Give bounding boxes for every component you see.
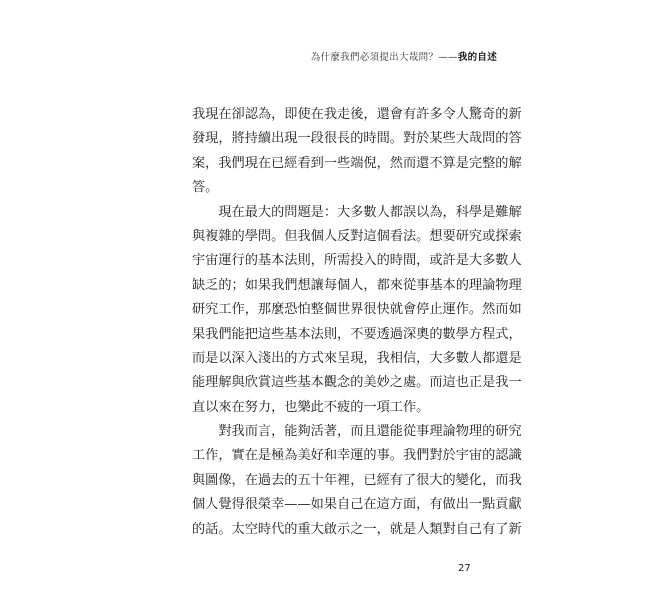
text-line: 的話。太空時代的重大啟示之一，就是人類對自己有了新	[192, 521, 522, 537]
chapter-title: 我的自述	[457, 52, 497, 63]
text-line: 答。	[192, 180, 219, 196]
header-separator: ——	[438, 52, 458, 63]
text-line: 發現，將持續出現一段很長的時間。對於某些大哉問的答	[192, 131, 522, 147]
text-line: 缺乏的；如果我們想讓每個人，都來從事基本的理論物理	[192, 277, 522, 293]
text-line: 工作，實在是極為美好和幸運的事。我們對於宇宙的認識	[192, 448, 522, 464]
text-line: 現在最大的問題是：大多數人都誤以為，科學是難解	[192, 204, 522, 220]
text-line: 案，我們現在已經看到一些端倪，然而還不算是完整的解	[192, 155, 522, 171]
text-line: 直以來在努力，也樂此不疲的一項工作。	[192, 399, 430, 415]
text-line: 與複雜的學問。但我個人反對這個看法。想要研究或探索	[192, 228, 522, 244]
text-line: 能理解與欣賞這些基本觀念的美妙之處。而這也正是我一	[192, 375, 522, 391]
book-title: 為什麼我們必須提出大哉問？	[310, 52, 439, 63]
text-line: 我現在卻認為，即使在我走後，還會有許多令人驚奇的新	[192, 107, 522, 122]
running-header	[311, 49, 497, 63]
text-line: 與圖像，在過去的五十年裡，已經有了很大的變化，而我	[192, 472, 522, 488]
text-line: 對我而言，能夠活著，而且還能從事理論物理的研究	[192, 424, 522, 440]
text-line: 宇宙運行的基本法則，所需投入的時間，或許是大多數人	[192, 253, 522, 269]
text-line: 而是以深入淺出的方式來呈現，我相信，大多數人都還是	[192, 350, 522, 366]
text-line: 研究工作，那麼恐怕整個世界很快就會停止運作。然而如	[192, 302, 522, 318]
body-text	[192, 103, 522, 542]
text-line: 個人覺得很榮幸——如果自己在這方面，有做出一點貢獻	[192, 497, 522, 513]
page-number: 27	[458, 563, 471, 574]
text-line: 果我們能把這些基本法則，不要透過深奧的數學方程式，	[192, 326, 522, 342]
